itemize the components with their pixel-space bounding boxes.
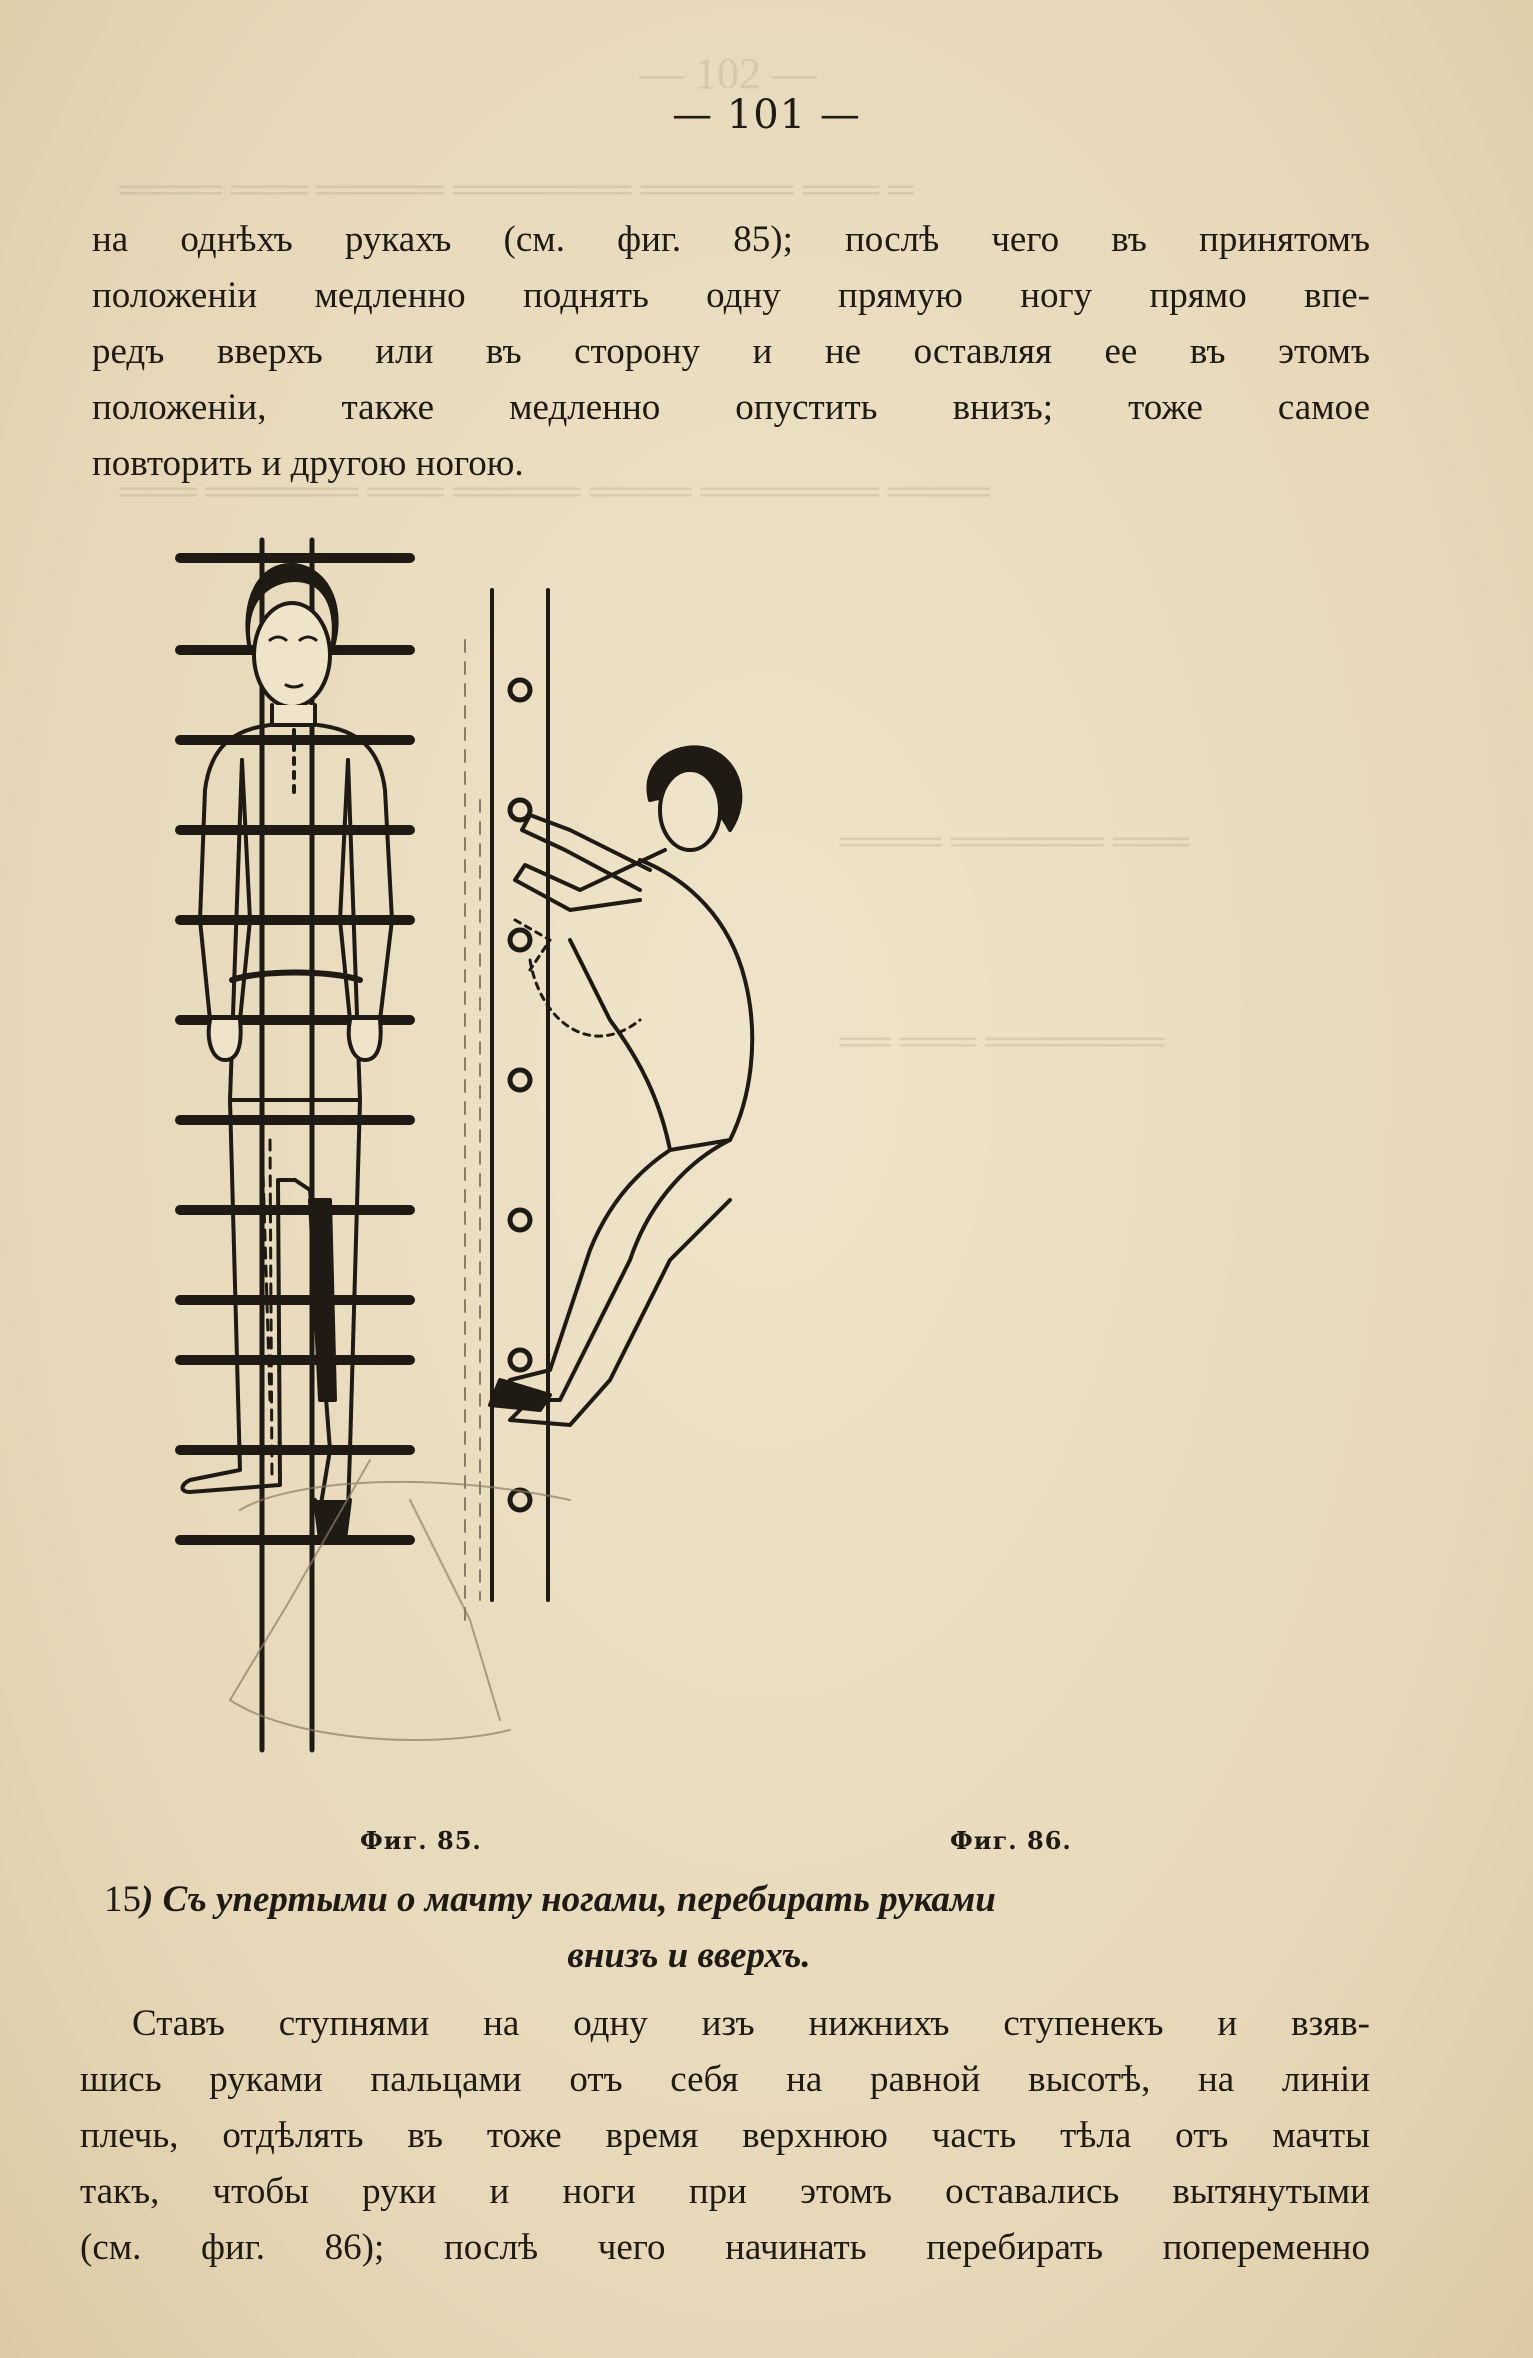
figures-illustration (170, 500, 1370, 1830)
section-number: 15 (104, 1879, 141, 1920)
text-line: такъ, чтобы руки и ноги при этомъ оставались вытянутыми (80, 2171, 1370, 2212)
bottom-paragraph (80, 1996, 1370, 2276)
bleed-through-text: ═ ═══ ══════ ═══════ ═════ ═══ ════ (120, 169, 914, 209)
bleed-through-text: ═══ ══════ ════ (840, 821, 1190, 861)
bleed-through-text: ════ ═══════ ════ ═════ ═══ ══════ ═══ (120, 471, 991, 511)
text-line: на однѣхъ рукахъ (см. фиг. 85); послѣ чего въ принятомъ (92, 219, 1370, 260)
bleed-through-page-number: — 102 — (640, 49, 816, 98)
section-heading (104, 1872, 1334, 1984)
text-line: плечь, отдѣлять въ тоже время верхнюю часть тѣла отъ мачты (80, 2115, 1370, 2156)
text-line: Ставъ ступнями на одну изъ нижнихъ ступенекъ и взяв- (132, 2003, 1370, 2044)
top-paragraph (92, 212, 1370, 492)
figure-85-man (183, 565, 393, 1540)
text-line: редъ вверхъ или въ сторону и не оставляя ее въ этомъ (92, 331, 1370, 372)
bleed-through-text: ═══════ ═══ ══ (840, 1021, 1165, 1061)
section-title-continued: внизъ и вверхъ. (567, 1935, 811, 1976)
figure-86-caption: Фиг. 86. (950, 1826, 1072, 1855)
figure-86-mast (465, 590, 548, 1620)
figure-86-faint-third-figure (230, 1460, 570, 1740)
text-line: положенiи медленно поднять одну прямую ногу прямо впе- (92, 275, 1370, 316)
figure-85-caption: Фиг. 85. (360, 1826, 482, 1855)
text-line: шись руками пальцами отъ себя на равной высотѣ, на линiи (80, 2059, 1370, 2100)
text-line: положенiи, также медленно опустить внизъ; тоже самое (92, 387, 1370, 428)
text-line: (см. фиг. 86); послѣ чего начинать перебирать попеременно (80, 2227, 1370, 2268)
section-title: ) Съ упертыми о мачту ногами, перебирать руками (141, 1879, 996, 1920)
text-line: повторить и другою ногою. (92, 443, 524, 484)
page-number: — 101 — (672, 92, 861, 138)
